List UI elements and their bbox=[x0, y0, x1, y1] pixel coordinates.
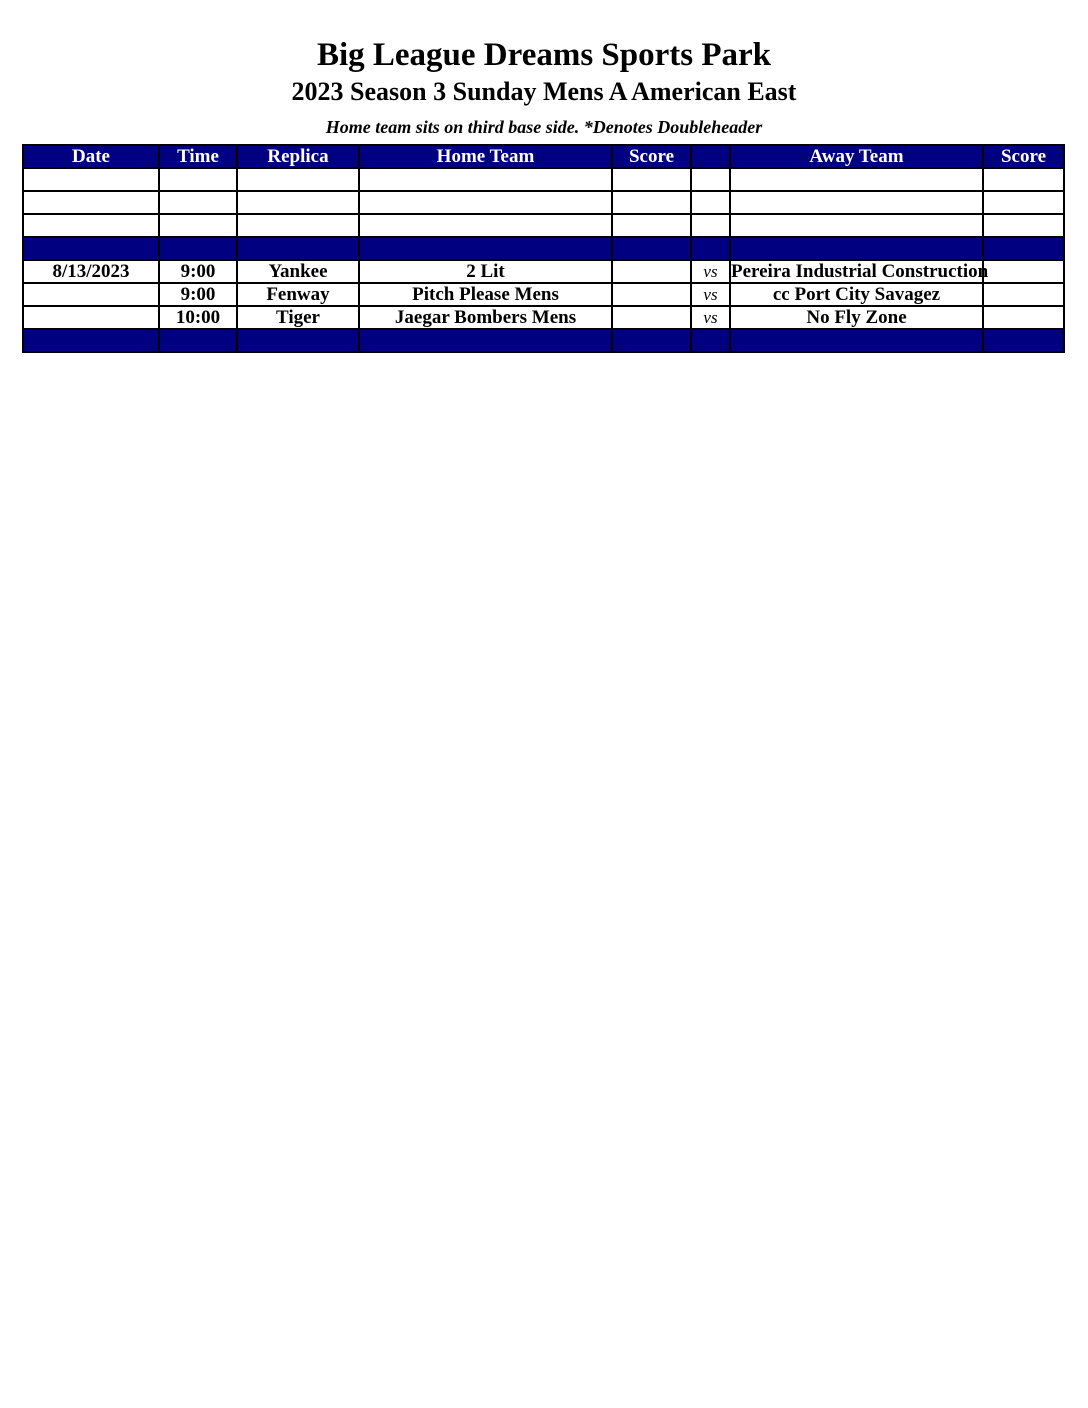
empty-cell bbox=[159, 191, 237, 214]
game-date: 8/13/2023 bbox=[23, 260, 159, 283]
empty-row bbox=[23, 214, 1064, 237]
game-row bbox=[23, 306, 1064, 329]
column-header-vs bbox=[691, 145, 730, 168]
game-replica-field: Yankee bbox=[237, 260, 359, 283]
vs-label: vs bbox=[691, 260, 730, 283]
band-cell bbox=[983, 329, 1064, 352]
empty-cell bbox=[612, 168, 691, 191]
empty-cell bbox=[159, 168, 237, 191]
empty-cell bbox=[23, 168, 159, 191]
game-row bbox=[23, 283, 1064, 306]
band-cell bbox=[691, 237, 730, 260]
empty-cell bbox=[730, 214, 983, 237]
page-title: Big League Dreams Sports Park bbox=[316, 37, 772, 73]
empty-cell bbox=[359, 214, 612, 237]
empty-cell bbox=[730, 168, 983, 191]
separator-band-row bbox=[23, 329, 1064, 352]
band-cell bbox=[612, 329, 691, 352]
game-time: 9:00 bbox=[159, 283, 237, 306]
empty-cell bbox=[983, 168, 1064, 191]
band-cell bbox=[983, 237, 1064, 260]
band-cell bbox=[730, 237, 983, 260]
empty-cell bbox=[691, 168, 730, 191]
game-replica-field: Fenway bbox=[237, 283, 359, 306]
empty-cell bbox=[983, 214, 1064, 237]
away-score bbox=[983, 283, 1064, 306]
column-header-date: Date bbox=[23, 145, 159, 168]
schedule-note: Home team sits on third base side. *Denotes Doubleheader bbox=[325, 117, 763, 137]
game-date bbox=[23, 283, 159, 306]
empty-cell bbox=[359, 168, 612, 191]
game-time: 10:00 bbox=[159, 306, 237, 329]
band-cell bbox=[612, 237, 691, 260]
band-cell bbox=[237, 329, 359, 352]
home-team: Jaegar Bombers Mens bbox=[359, 306, 612, 329]
game-date bbox=[23, 306, 159, 329]
band-cell bbox=[237, 237, 359, 260]
empty-cell bbox=[359, 191, 612, 214]
empty-cell bbox=[691, 214, 730, 237]
empty-cell bbox=[237, 214, 359, 237]
away-team bbox=[730, 283, 983, 306]
band-cell bbox=[359, 237, 612, 260]
vs-label: vs bbox=[691, 306, 730, 329]
game-time: 9:00 bbox=[159, 260, 237, 283]
empty-cell bbox=[237, 191, 359, 214]
table-header-row bbox=[23, 145, 1064, 168]
band-cell bbox=[359, 329, 612, 352]
game-replica-field: Tiger bbox=[237, 306, 359, 329]
column-header-away-score: Score bbox=[983, 145, 1064, 168]
empty-cell bbox=[237, 168, 359, 191]
band-cell bbox=[23, 237, 159, 260]
column-header-time: Time bbox=[159, 145, 237, 168]
band-cell bbox=[730, 329, 983, 352]
away-team bbox=[730, 306, 983, 329]
column-header-home-score: Score bbox=[612, 145, 691, 168]
band-cell bbox=[159, 237, 237, 260]
empty-cell bbox=[612, 214, 691, 237]
home-team: 2 Lit bbox=[359, 260, 612, 283]
away-team bbox=[730, 260, 989, 283]
empty-cell bbox=[730, 191, 983, 214]
schedule-subtitle: 2023 Season 3 Sunday Mens A American East bbox=[291, 77, 797, 106]
empty-row bbox=[23, 191, 1064, 214]
home-score bbox=[612, 283, 691, 306]
empty-cell bbox=[23, 191, 159, 214]
away-score bbox=[983, 260, 1064, 283]
column-header-home-team: Home Team bbox=[359, 145, 612, 168]
empty-row bbox=[23, 168, 1064, 191]
empty-cell bbox=[691, 191, 730, 214]
band-cell bbox=[159, 329, 237, 352]
schedule-table bbox=[22, 144, 1065, 353]
separator-band-row bbox=[23, 237, 1064, 260]
empty-cell bbox=[159, 214, 237, 237]
home-score bbox=[612, 260, 691, 283]
away-score bbox=[983, 306, 1064, 329]
home-team: Pitch Please Mens bbox=[359, 283, 612, 306]
empty-cell bbox=[612, 191, 691, 214]
vs-label: vs bbox=[691, 283, 730, 306]
game-row bbox=[23, 260, 1064, 283]
home-score bbox=[612, 306, 691, 329]
away-team-label: Pereira Industrial Construction bbox=[731, 261, 989, 282]
empty-cell bbox=[983, 191, 1064, 214]
away-team-label: cc Port City Savagez bbox=[772, 284, 941, 305]
column-header-away-team: Away Team bbox=[730, 145, 983, 168]
empty-cell bbox=[23, 214, 159, 237]
column-header-replica: Replica bbox=[237, 145, 359, 168]
band-cell bbox=[691, 329, 730, 352]
band-cell bbox=[23, 329, 159, 352]
away-team-label: No Fly Zone bbox=[806, 307, 907, 328]
